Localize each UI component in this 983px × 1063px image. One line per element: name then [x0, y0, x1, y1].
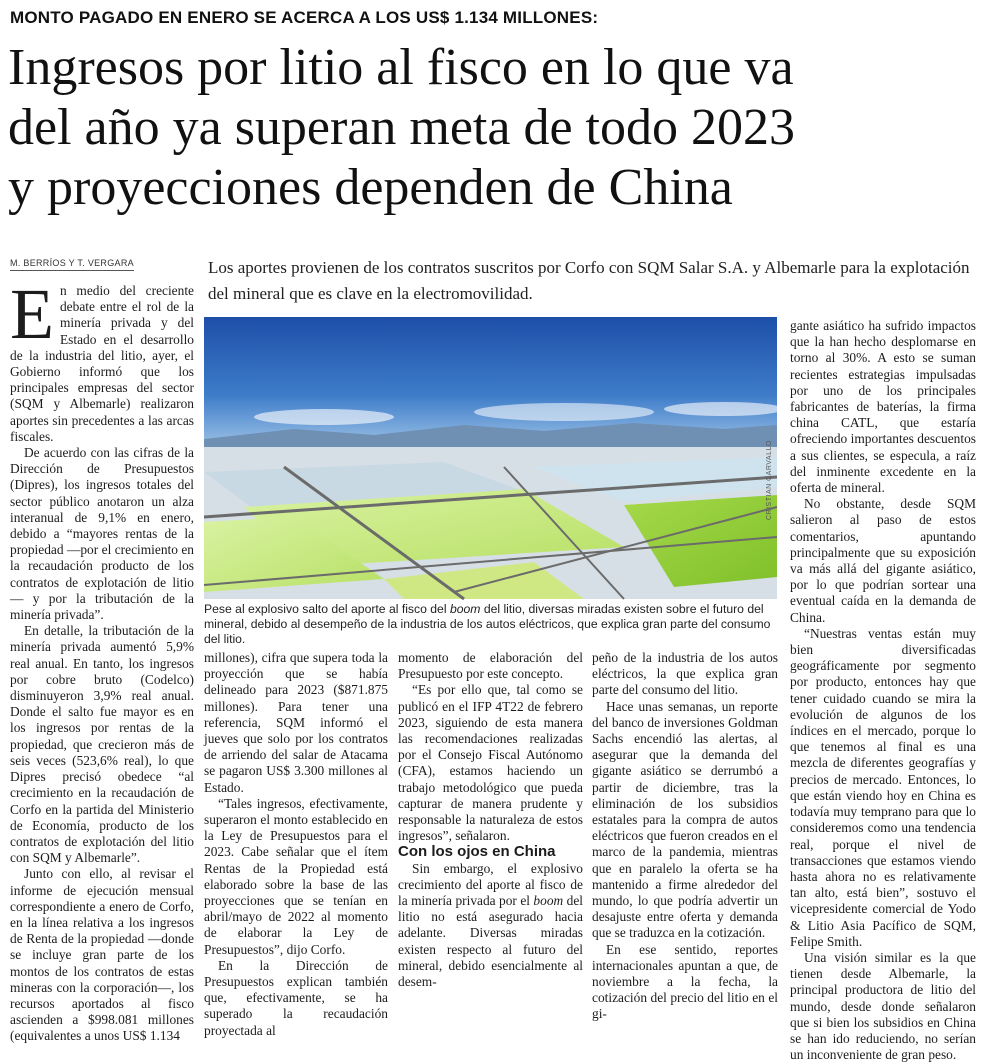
headline-line: y proyecciones dependen de China: [8, 159, 733, 216]
article-column-2: [204, 650, 388, 1038]
article-paragraph: peño de la industria de los autos eléctricos, la que explica gran parte del consumo del litio.: [592, 650, 778, 698]
article-paragraph: En detalle, la tributación de la minería privada aumentó 5,9% real anual. En tanto, los ingresos por cobre bruto (Codelco) disminuyeron 3,9% real anual. Donde el salto fue mayor es en los ingresos por rentas de la propiedad, que crecieron más de seis veces (523,6% real), lo que Dipres precisó obedece “al crecimiento en la recaudación de Corfo en la partida del Ministerio de Economía, producto de los contratos de explotación del litio con SQM y Albemarle”.: [10, 623, 194, 866]
article-column-3: [398, 650, 583, 990]
article-paragraph: gante asiático ha sufrido impactos que la han hecho desplomarse en torno al 30%. A esto se suman recientes estrategias impulsadas por uno de los principales fabricantes de baterías, la firma china CATL, que estaría ofreciendo importantes descuentos a sus clientes, se especula, a raíz del inminente excedente en la oferta de mineral.: [790, 318, 976, 496]
article-paragraph: Hace unas semanas, un reporte del banco de inversiones Goldman Sachs encendió las alertas, al asegurar que la demanda del gigante asiático se derrumbó a partir de diciembre, tras la eliminación de los subsidios estatales para la compra de autos eléctricos que fueron creados en el marco de la pandemia, mientras que en paralelo la oferta se ha mantenido a firme alrededor del mundo, lo que podría advertir un desajuste entre oferta y demanda que se traduzca en la cotización.: [592, 698, 778, 941]
paragraph-text: n medio del creciente debate entre el rol de la minería privada y del Estado en el desarrollo de la industria del litio, ayer, el Gobierno informó que los principales empresas del sector (SQM y Albemarle) realizaron aportes sin precedentes a las arcas fiscales.: [10, 283, 194, 444]
article-paragraph: [10, 274, 194, 445]
section-subhead: Con los ojos en China: [398, 843, 556, 861]
headline-line: del año ya superan meta de todo 2023: [8, 99, 795, 156]
article-paragraph: De acuerdo con las cifras de la Dirección de Presupuestos (Dipres), los ingresos totales del sector público anotaron un alza interanual de 9,1% en enero, debido a “mayores rentas de la propiedad —por el crecimiento en la recaudación producto de los contratos de explotación de litio— y por la tributación de la minería privada”.: [10, 445, 194, 623]
article-paragraph: En ese sentido, reportes internacionales apuntan a que, de noviembre a la fecha, la cotización del precio del litio en el gi-: [592, 941, 778, 1022]
article-column-1: [10, 274, 194, 1044]
salt-flat-photo: [204, 317, 777, 599]
article-paragraph: millones), cifra que supera toda la proyección que se había delineado para 2023 ($871.875 millones). Para tener una referencia, SQM informó el jueves que solo por los contratos de arriendo del salar de Atacama se pagaron US$ 3.300 millones al Estado.: [204, 650, 388, 795]
caption-text: Pese al explosivo salto del aporte al fisco del: [204, 602, 450, 616]
photo-credit: CRISTIAN CARVALLO: [766, 440, 773, 520]
article-paragraph: momento de elaboración del Presupuesto por este concepto.: [398, 650, 583, 682]
article-paragraph: [398, 861, 583, 991]
headline-line: Ingresos por litio al fisco en lo que va: [8, 39, 794, 96]
caption-emphasis: boom: [449, 602, 481, 616]
article-paragraph: “Es por ello que, tal como se publicó en el IFP 4T22 de febrero 2023, siguiendo de esta manera las recomendaciones realizadas por el Consejo Fiscal Autónomo (CFA), estamos haciendo un trabajo metodológico que pueda capturar de manera prudente y responsable la naturaleza de estos ingresos”, señalaron.: [398, 682, 583, 844]
headline: [8, 38, 973, 218]
article-paragraph: Una visión similar es la que tienen desde Albemarle, la principal productora de litio del mundo, desde donde señalaron que si bien los subsidios en China se han ido reduciendo, no serían un inconveniente de gran peso.: [790, 949, 976, 1063]
article-paragraph: Junto con ello, al revisar el informe de ejecución mensual correspondiente a enero de Corfo, en la línea relativa a los ingresos de Renta de la propiedad —donde se incluye gran parte de los montos de los contratos de estas mineras con la corporación—, los recursos aportados al fisco ascienden a $998.081 millones (equivalentes a unos US$ 1.134: [10, 866, 194, 1044]
drop-cap: E: [10, 274, 54, 354]
article-paragraph: No obstante, desde SQM salieron al paso de estos comentarios, apuntando principalmente que su exposición va más allá del gigante asiático, por lo que podrían sortear una eventual caída en la demanda de China.: [790, 496, 976, 625]
byline: M. BERRÍOS Y T. VERGARA: [10, 258, 134, 271]
paragraph-emphasis: boom: [533, 893, 564, 909]
kicker: MONTO PAGADO EN ENERO SE ACERCA A LOS US$ 1.134 MILLONES:: [10, 8, 599, 27]
article-paragraph: “Tales ingresos, efectivamente, superaron el monto establecido en la Ley de Presupuestos para el 2023. Cabe señalar que el ítem Rentas de la Propiedad está elaborado sobre la base de las proyecciones que se tenían en abril/mayo de 2022 al momento de elaborar la Ley de Presupuestos”, dijo Corfo.: [204, 795, 388, 957]
article-paragraph: “Nuestras ventas están muy bien diversificadas geográficamente por segmento por producto, entonces hay que tener cuidado cuando se mira la evolución de algunos de los índices en el mercado, porque lo que tenemos al final es una mezcla de diferentes geografías y precios de mercado. Entonces, lo que están viendo hoy en China es todavía muy temprano para que lo consideremos como una tendencia real, porque el nivel de transacciones que estamos viendo hasta ahora no es relativamente tan alto, está bien”, sostuvo el vicepresidente comercial de Yodo & Litio Asia Pacífico de SQM, Felipe Smith.: [790, 625, 976, 949]
paragraph-text: Sin embargo, el explosivo crecimiento del aporte al fisco de la minería privada por el: [398, 860, 583, 909]
photo-caption: [204, 602, 778, 647]
article-paragraph: En la Dirección de Presupuestos explican también que, efectivamente, se ha superado la recaudación proyectada al: [204, 957, 388, 1038]
lead-paragraph: Los aportes provienen de los contratos suscritos por Corfo con SQM Salar S.A. y Albemarle para la explotación del mineral que es clave en la electromovilidad.: [208, 258, 970, 303]
article-column-4: [592, 650, 778, 1022]
paragraph-text: del litio no está asegurado hacia adelante. Diversas miradas existen respecto al futuro del mineral, debido esencialmente al desem-: [398, 893, 583, 990]
article-column-5: [790, 318, 976, 1063]
caption-text: del litio, diversas miradas existen sobre el futuro del mineral, debido al desempeño de la industria de los autos eléctricos, que explica gran parte del consumo del litio.: [204, 602, 771, 646]
